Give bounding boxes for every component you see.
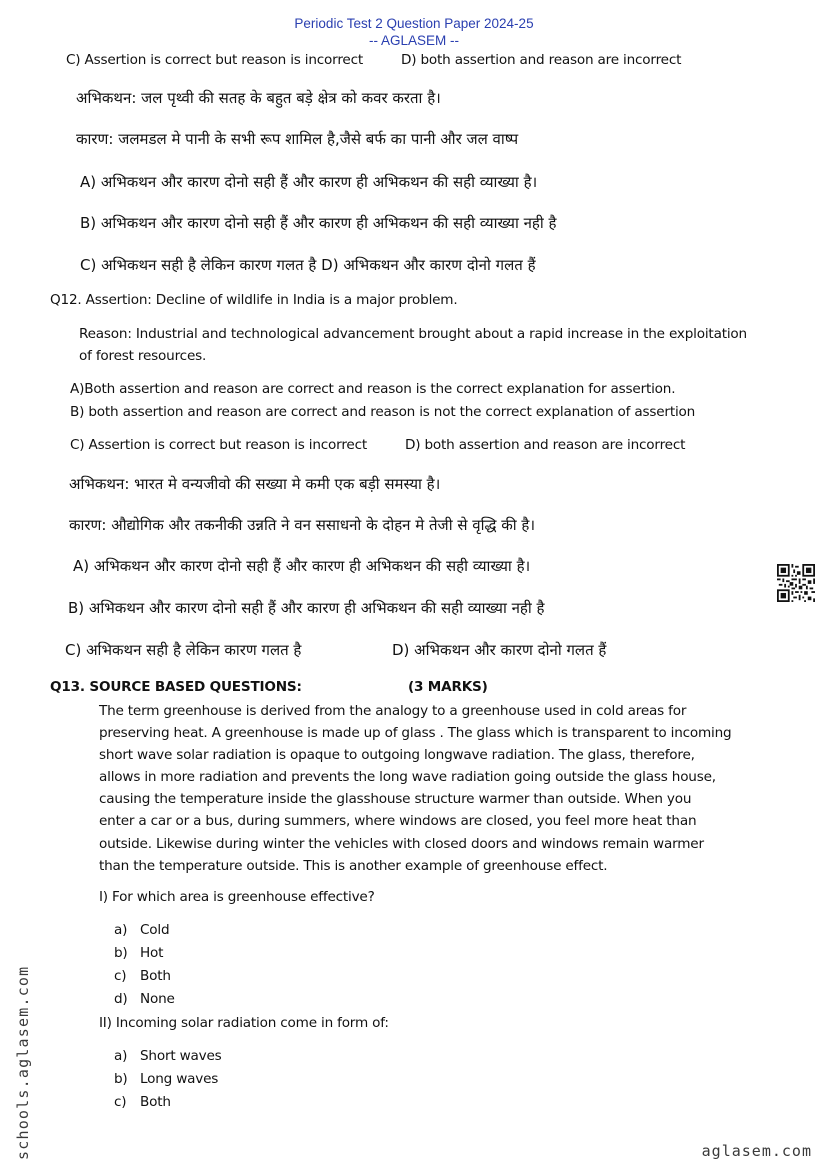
- q12-option-a: A)Both assertion and reason are correct and reason is the correct explanation for assertion.: [70, 381, 676, 397]
- option-text: Cold: [140, 922, 170, 938]
- q12-hindi-option-c: C) अभिकथन सही है लेकिन कारण गलत है: [65, 641, 302, 659]
- list-item: [114, 1071, 218, 1087]
- qr-code-icon: [777, 564, 815, 602]
- q11-hindi-option-a: A) अभिकथन और कारण दोनो सही हैं और कारण ही अभिकथन की सही व्याख्या है।: [80, 173, 538, 191]
- q11-hindi-option-b: B) अभिकथन और कारण दोनो सही हैं और कारण ही अभिकथन की सही व्याख्या नही है: [80, 214, 557, 232]
- option-text: None: [140, 991, 175, 1007]
- q12-hindi-assertion: अभिकथन: भारत मे वन्यजीवो की सख्या मे कमी एक बड़ी समस्या है।: [69, 475, 441, 493]
- option-text: Long waves: [140, 1071, 219, 1087]
- list-item: [114, 968, 171, 984]
- option-text: Short waves: [140, 1048, 222, 1064]
- q12-reason-line1: Reason: Industrial and technological advancement brought about a rapid increase in the exploitation: [79, 326, 747, 342]
- passage-line: enter a car or a bus, during summers, where windows are closed, you feel more heat than: [99, 813, 697, 830]
- q12-hindi-reason: कारण: औद्योगिक और तकनीकी उन्नति ने वन ससाधनो के दोहन मे तेजी से वृद्धि की है।: [69, 516, 536, 534]
- passage-line: causing the temperature inside the glasshouse structure warmer than outside. When you: [99, 791, 692, 808]
- q12-hindi-option-a: A) अभिकथन और कारण दोनो सही हैं और कारण ही अभिकथन की सही व्याख्या है।: [73, 557, 531, 575]
- q12-hindi-option-b: B) अभिकथन और कारण दोनो सही हैं और कारण ही अभिकथन की सही व्याख्या नही है: [68, 599, 545, 617]
- q13-marks: (3 MARKS): [408, 679, 488, 695]
- header-subtitle: -- AGLASEM --: [368, 33, 459, 48]
- side-watermark: schools.aglasem.com: [14, 965, 32, 1160]
- option-letter: c): [114, 968, 127, 984]
- q11-hindi-assertion: अभिकथन: जल पृथ्वी की सतह के बहुत बड़े क्षेत्र को कवर करता है।: [76, 89, 441, 107]
- list-item: [114, 1048, 222, 1064]
- option-text: Both: [140, 1094, 171, 1110]
- option-letter: a): [114, 1048, 128, 1064]
- q11-option-d: D) both assertion and reason are incorrect: [401, 52, 682, 68]
- q11-hindi-option-cd: C) अभिकथन सही है लेकिन कारण गलत है D) अभिकथन और कारण दोनो गलत हैं: [80, 256, 536, 274]
- option-text: Both: [140, 968, 171, 984]
- list-item: [114, 1094, 171, 1110]
- q12-option-d: D) both assertion and reason are incorrect: [405, 437, 686, 453]
- q11-hindi-reason: कारण: जलमडल मे पानी के सभी रूप शामिल है,जैसे बर्फ का पानी और जल वाष्प: [76, 130, 519, 148]
- option-letter: a): [114, 922, 128, 938]
- list-item: [114, 945, 163, 961]
- passage-line: outside. Likewise during winter the vehicles with closed doors and windows remain warmer: [99, 835, 704, 852]
- q12-hindi-option-d: D) अभिकथन और कारण दोनो गलत हैं: [392, 641, 607, 659]
- option-text: Hot: [140, 945, 164, 961]
- passage-line: than the temperature outside. This is another example of greenhouse effect.: [99, 857, 608, 874]
- list-item: [114, 991, 175, 1007]
- passage-line: The term greenhouse is derived from the analogy to a greenhouse used in cold areas for: [99, 703, 687, 719]
- q12-assertion: Q12. Assertion: Decline of wildlife in India is a major problem.: [50, 292, 458, 308]
- bottom-right-watermark: aglasem.com: [701, 1142, 812, 1160]
- list-item: [114, 922, 169, 938]
- q12-reason-line2: of forest resources.: [79, 348, 207, 364]
- passage-line: preserving heat. A greenhouse is made up of glass . The glass which is transparent to incoming: [99, 725, 732, 742]
- q13-heading: Q13. SOURCE BASED QUESTIONS:: [50, 679, 302, 695]
- header-title: Periodic Test 2 Question Paper 2024-25: [294, 16, 534, 31]
- option-letter: d): [114, 991, 128, 1007]
- passage-line: allows in more radiation and prevents the long wave radiation going outside the glass house,: [99, 769, 716, 786]
- option-letter: c): [114, 1094, 127, 1110]
- passage-line: short wave solar radiation is opaque to outgoing longwave radiation. The glass, therefore,: [99, 747, 695, 764]
- q11-option-c: C) Assertion is correct but reason is incorrect: [66, 52, 363, 68]
- q12-option-c: C) Assertion is correct but reason is incorrect: [70, 437, 367, 453]
- q13-sub1-question: I) For which area is greenhouse effective?: [99, 889, 375, 905]
- option-letter: b): [114, 945, 128, 961]
- q13-sub2-question: II) Incoming solar radiation come in form of:: [99, 1015, 389, 1031]
- option-letter: b): [114, 1071, 128, 1087]
- q12-option-b: B) both assertion and reason are correct and reason is not the correct explanation of assertion: [70, 404, 696, 420]
- q13-passage: [99, 700, 779, 877]
